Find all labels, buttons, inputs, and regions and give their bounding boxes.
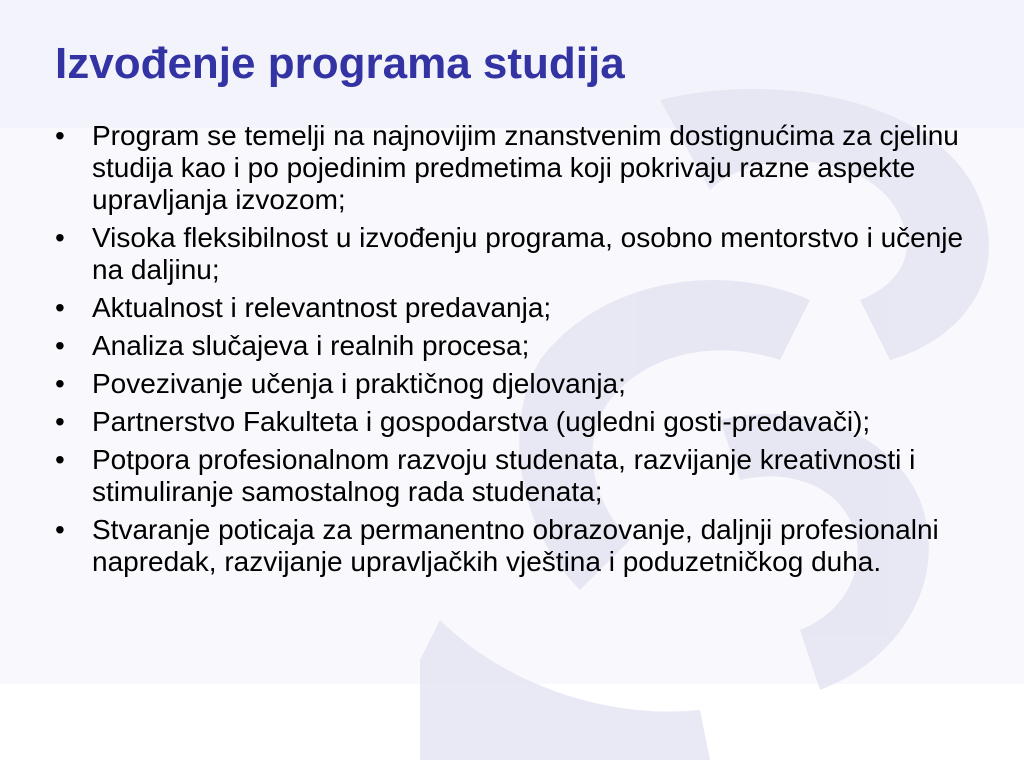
bullet-text: Povezivanje učenja i praktičnog djelovanja; (92, 368, 626, 399)
bullet-dot: • (55, 120, 65, 151)
bullet-dot: • (55, 292, 65, 323)
bullet-item (55, 514, 985, 578)
slide-title: Izvođenje programa studija (55, 39, 625, 88)
bullet-text: Program se temelji na najnovijim znanstvenim dostignućima za cjelinu studija kao i po pojedinim predmetima koji pokrivaju razne aspekte upravljanja izvozom; (92, 120, 959, 215)
bullet-text: Analiza slučajeva i realnih procesa; (92, 330, 530, 361)
bullet-item (55, 368, 985, 400)
bullet-dot: • (55, 444, 65, 475)
bullet-dot: • (55, 514, 65, 545)
bullet-dot: • (55, 368, 65, 399)
bullet-item (55, 292, 985, 324)
bullet-text: Stvaranje poticaja za permanentno obrazovanje, daljnji profesionalni napredak, razvijanje upravljačkih vještina i poduzetničkog duha. (92, 514, 939, 577)
bullet-text: Potpora profesionalnom razvoju studenata, razvijanje kreativnosti i stimuliranje samostalnog rada studenata; (92, 444, 916, 507)
bullet-item (55, 120, 985, 216)
bullet-dot: • (55, 330, 65, 361)
bullet-dot: • (55, 406, 65, 437)
bullet-text: Aktualnost i relevantnost predavanja; (92, 292, 552, 323)
bullet-list (55, 120, 985, 584)
bullet-dot: • (55, 222, 65, 253)
bullet-item (55, 222, 985, 286)
bullet-item (55, 406, 985, 438)
bullet-text: Visoka fleksibilnost u izvođenju programa, osobno mentorstvo i učenje na daljinu; (92, 222, 964, 285)
bullet-item (55, 330, 985, 362)
bullet-item (55, 444, 985, 508)
bullet-text: Partnerstvo Fakulteta i gospodarstva (ugledni gosti-predavači); (92, 406, 871, 437)
